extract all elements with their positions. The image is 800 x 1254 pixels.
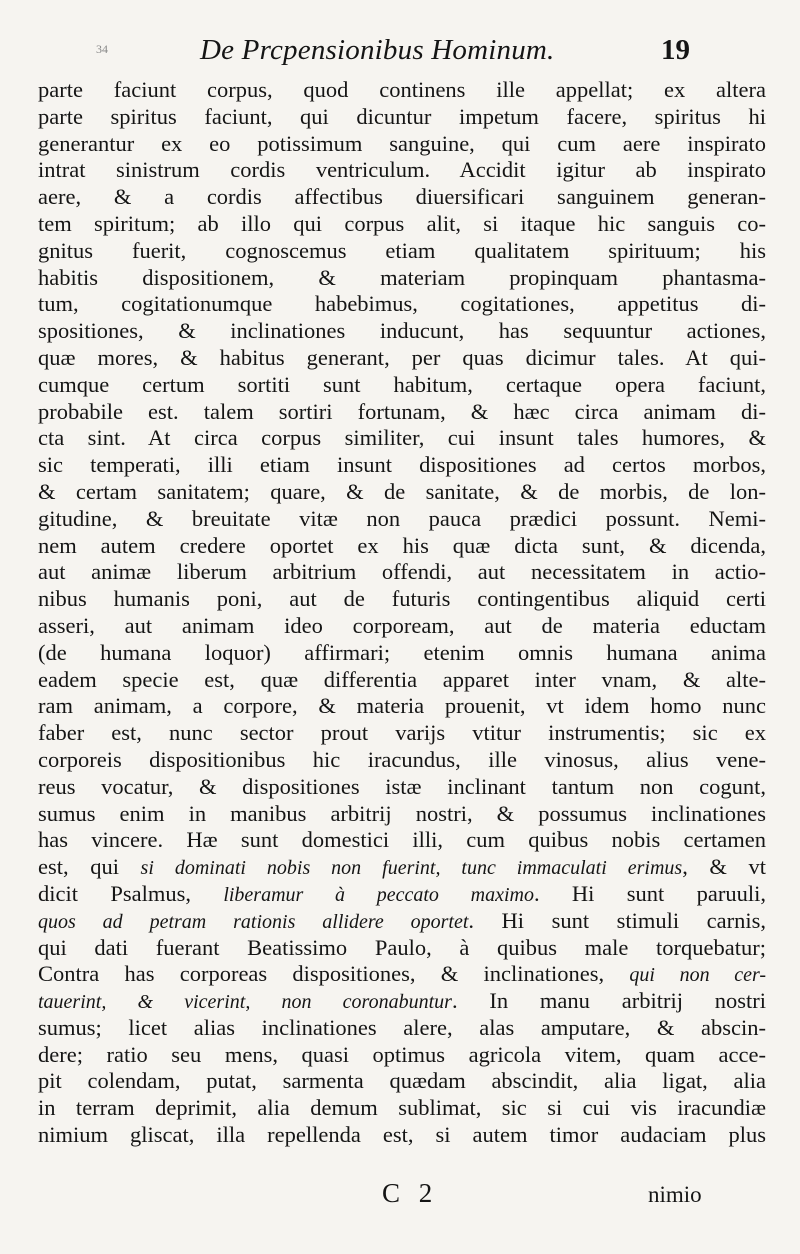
italic-quotation: quos ad petram rationis allidere oportet [38,910,469,933]
italic-quotation: tauerint, & vicerint, non coronabuntur [38,991,452,1014]
text-line [38,1015,766,1042]
italic-quotation: si dominati nobis non fuerint, tunc immaculati erimus [140,857,683,880]
text-line [38,720,766,747]
catchword: nimio [648,1182,702,1207]
text-segment: tum, cogitationumque habebimus, cogitationes, appetitus di- [38,291,766,317]
text-line [38,265,766,292]
text-segment: . In manu arbitrij nostri [451,988,766,1014]
text-line [38,586,766,613]
text-line [38,452,766,479]
text-line [38,104,766,131]
text-line [38,318,766,345]
text-segment: ram animam, a corpore, & materia prouenit, vt idem homo nunc [38,693,766,719]
signature-mark: C 2 [382,1178,439,1208]
text-line [38,935,766,962]
text-segment: reus vocatur, & dispositiones istæ inclinant tantum non cogunt, [38,773,766,799]
text-segment: sic temperati, illi etiam insunt dispositiones ad certos morbos, [38,452,766,478]
text-segment: asseri, aut animam ideo corpoream, aut de materia eductam [38,612,766,638]
text-segment: spositiones, & inclinationes inducunt, has sequuntur actiones, [38,318,766,344]
text-line [38,1042,766,1069]
text-line [38,747,766,774]
text-line [38,157,766,184]
text-segment: probabile est. talem sortiri fortunam, & hæc circa animam di- [38,398,766,424]
margin-mark: 34 [96,42,108,56]
text-line [38,479,766,506]
text-segment: sumus; licet alias inclinationes alere, alas amputare, & abscin- [38,1014,766,1040]
running-header [0,34,800,74]
text-segment: . Hi sunt stimuli carnis, [468,907,766,933]
italic-quotation: qui non cer- [629,964,767,987]
text-segment: tem spiritum; ab illo qui corpus alit, si itaque hic sanguis co- [38,210,766,236]
text-line [38,881,766,908]
page-footer [0,1178,800,1218]
text-segment: habitis dispositionem, & materiam propinquam phantasma- [38,264,766,290]
text-segment: corporeis dispositionibus hic iracundus, ille vinosus, alius vene- [38,746,766,772]
text-segment: Contra has corporeas dispositiones, & inclinationes, [38,961,630,987]
text-line [38,908,766,935]
running-title: De Prcpensionibus Hominum. [200,34,555,66]
text-segment: . Hi sunt paruuli, [533,880,766,906]
text-line [38,1122,766,1149]
text-segment: cumque certum sortiti sunt habitum, certaque opera faciunt, [38,371,766,397]
text-segment: generantur ex eo potissimum sanguine, qui cum aere inspirato [38,130,766,156]
text-line [38,131,766,158]
text-segment: nem autem credere oportet ex his quæ dicta sunt, & dicenda, [38,532,766,558]
text-line [38,988,766,1015]
text-line [38,827,766,854]
text-line [38,533,766,560]
text-segment: nibus humanis poni, aut de futuris contingentibus aliquid certi [38,586,766,612]
text-segment: has vincere. Hæ sunt domestici illi, cum quibus nobis certamen [38,827,766,853]
text-segment: parte spiritus faciunt, qui dicuntur impetum facere, spiritus hi [38,103,766,129]
page-number: 19 [661,34,690,66]
text-line [38,961,766,988]
text-line [38,801,766,828]
text-segment: aere, & a cordis affectibus diuersificari sanguinem generan- [38,184,766,210]
text-line [38,184,766,211]
text-segment: (de humana loquor) affirmari; etenim omnis humana anima [38,639,766,665]
text-segment: dere; ratio seu mens, quasi optimus agricola vitem, quam acce- [38,1041,766,1067]
text-segment: intrat sinistrum cordis ventriculum. Accidit igitur ab inspirato [38,157,766,183]
text-line [38,1068,766,1095]
text-line [38,854,766,881]
text-line [38,425,766,452]
text-line [38,399,766,426]
text-line [38,291,766,318]
text-segment: qui dati fuerant Beatissimo Paulo, à quibus male torquebatur; [38,934,766,960]
text-line [38,667,766,694]
text-segment: faber est, nunc sector prout varijs vtitur instrumentis; sic ex [38,720,766,746]
text-line [38,77,766,104]
text-line [38,693,766,720]
text-line [38,238,766,265]
italic-quotation: liberamur à peccato maximo [223,883,534,906]
text-segment: , & vt [682,854,766,880]
text-line [38,1095,766,1122]
text-segment: cta sint. At circa corpus similiter, cui insunt tales humores, & [38,425,766,451]
text-line [38,372,766,399]
text-segment: parte faciunt corpus, quod continens ille appellat; ex altera [38,77,766,102]
body-text [38,77,766,1149]
text-line [38,211,766,238]
text-segment: in terram deprimit, alia demum sublimat, sic si cui vis iracundiæ [38,1095,766,1121]
text-segment: gitudine, & breuitate vitæ non pauca prædici possunt. Nemi- [38,505,766,531]
text-line [38,774,766,801]
text-segment: pit colendam, putat, sarmenta quædam abscindit, alia ligat, alia [38,1068,766,1094]
text-segment: & certam sanitatem; quare, & de sanitate, & de morbis, de lon- [38,478,766,504]
text-segment: est, qui [38,854,141,880]
text-line [38,345,766,372]
text-segment: aut animæ liberum arbitrium offendi, aut necessitatem in actio- [38,559,766,585]
text-segment: nimium gliscat, illa repellenda est, si autem timor audaciam plus [38,1122,766,1148]
text-segment: sumus enim in manibus arbitrij nostri, & possumus inclinationes [38,800,766,826]
text-line [38,506,766,533]
text-segment: dicit Psalmus, [38,880,224,906]
text-line [38,559,766,586]
text-line [38,640,766,667]
text-segment: eadem specie est, quæ differentia apparet inter vnam, & alte- [38,666,766,692]
text-line [38,613,766,640]
text-segment: quæ mores, & habitus generant, per quas dicimur tales. At qui- [38,344,766,370]
text-segment: gnitus fuerit, cognoscemus etiam qualitatem spirituum; his [38,237,766,263]
